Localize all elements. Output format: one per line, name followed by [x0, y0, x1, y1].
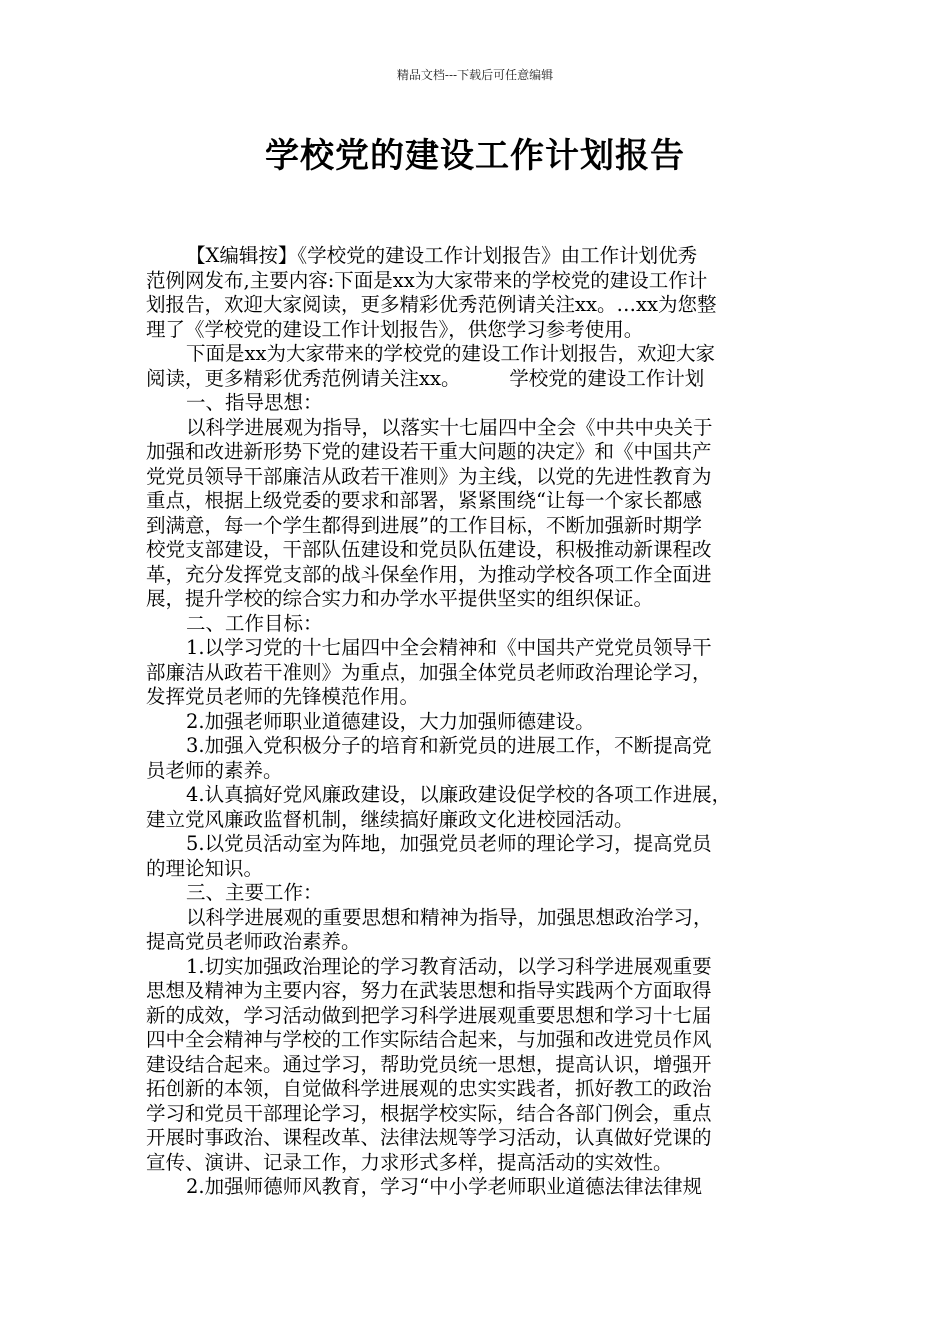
text-line: 【X编辑按】《学校党的建设工作计划报告》由工作计划优秀	[186, 244, 698, 267]
text-line: 以科学进展观为指导，以落实十七届四中全会《中共中央关于	[186, 415, 713, 439]
text-line: 宣传、演讲、记录工作，力求形式多样，提高活动的实效性。	[146, 1150, 673, 1174]
text-line: 四中全会精神与学校的工作实际结合起来，与加强和改进党员作风	[146, 1028, 712, 1051]
text-line: 展，提升学校的综合实力和办学水平提供坚实的组织保证。	[146, 587, 654, 610]
text-line: 一、指导思想：	[186, 391, 323, 414]
text-line: 2.加强老师职业道德建设，大力加强师德建设。	[186, 709, 595, 733]
text-line: 提高党员老师政治素养。	[146, 930, 361, 953]
text-line: 理了《学校党的建设工作计划报告》，供您学习参考使用。	[146, 317, 644, 341]
text-line: 1.以学习党的十七届四中全会精神和《中国共产党党员领导干	[186, 636, 712, 659]
text-line: 划报告，欢迎大家阅读，更多精彩优秀范例请关注xx。…xx为您整	[146, 293, 717, 316]
page-title: 学校党的建设工作计划报告	[265, 136, 685, 176]
text-line: 以科学进展观的重要思想和精神为指导，加强思想政治学习，	[186, 905, 713, 929]
document-body	[146, 244, 822, 1200]
text-line: 阅读，更多精彩优秀范例请关注xx。 学校党的建设工作计划	[146, 366, 705, 390]
text-line: 2.加强师德师风教育，学习“中小学老师职业道德法律法律规	[186, 1175, 703, 1198]
text-line: 加强和改进新形势下党的建设若干重大问题的决定》和《中国共产	[146, 440, 712, 463]
text-line: 员老师的素养。	[146, 758, 283, 782]
text-line: 到满意，每一个学生都得到进展”的工作目标，不断加强新时期学	[146, 513, 702, 537]
text-line: 部廉洁从政若干准则》为重点，加强全体党员老师政治理论学习，	[146, 660, 712, 684]
text-line: 发挥党员老师的先锋模范作用。	[146, 685, 420, 708]
text-line: 二、工作目标：	[186, 611, 323, 635]
text-line: 新的成效，学习活动做到把学习科学进展观重要思想和学习十七届	[146, 1003, 712, 1027]
text-line: 5.以党员活动室为阵地，加强党员老师的理论学习，提高党员	[186, 832, 712, 855]
text-line: 4.认真搞好党风廉政建设，以廉政建设促学校的各项工作进展，	[186, 783, 732, 806]
text-line: 重点，根据上级党委的要求和部署，紧紧围绕“让每一个家长都感	[146, 489, 702, 512]
text-line: 三、主要工作：	[186, 881, 323, 904]
text-line: 建设结合起来。通过学习，帮助党员统一思想，提高认识，增强开	[146, 1052, 712, 1076]
text-line: 拓创新的本领，自觉做科学进展观的忠实实践者，抓好教工的政治	[146, 1077, 712, 1100]
text-line: 校党支部建设，干部队伍建设和党员队伍建设，积极推动新课程改	[146, 538, 712, 561]
text-line: 3.加强入党积极分子的培育和新党员的进展工作，不断提高党	[186, 734, 712, 757]
header-note: 精品文档---下载后可任意编辑	[396, 68, 554, 82]
text-line: 建立党风廉政监督机制，继续搞好廉政文化进校园活动。	[146, 807, 634, 831]
text-line: 下面是xx为大家带来的学校党的建设工作计划报告，欢迎大家	[186, 342, 715, 365]
text-line: 学习和党员干部理论学习，根据学校实际，结合各部门例会，重点	[146, 1101, 712, 1125]
text-line: 党党员领导干部廉洁从政若干准则》为主线，以党的先进性教育为	[146, 464, 712, 488]
text-line: 范例网发布,主要内容:下面是xx为大家带来的学校党的建设工作计	[146, 268, 708, 292]
text-line: 革，充分发挥党支部的战斗保垒作用，为推动学校各项工作全面进	[146, 562, 712, 586]
text-line: 思想及精神为主要内容，努力在武装思想和指导实践两个方面取得	[146, 979, 712, 1002]
text-line: 开展时事政治、课程改革、法律法规等学习活动，认真做好党课的	[146, 1126, 712, 1149]
text-line: 1.切实加强政治理论的学习教育活动，以学习科学进展观重要	[186, 954, 712, 978]
text-line: 的理论知识。	[146, 856, 264, 880]
